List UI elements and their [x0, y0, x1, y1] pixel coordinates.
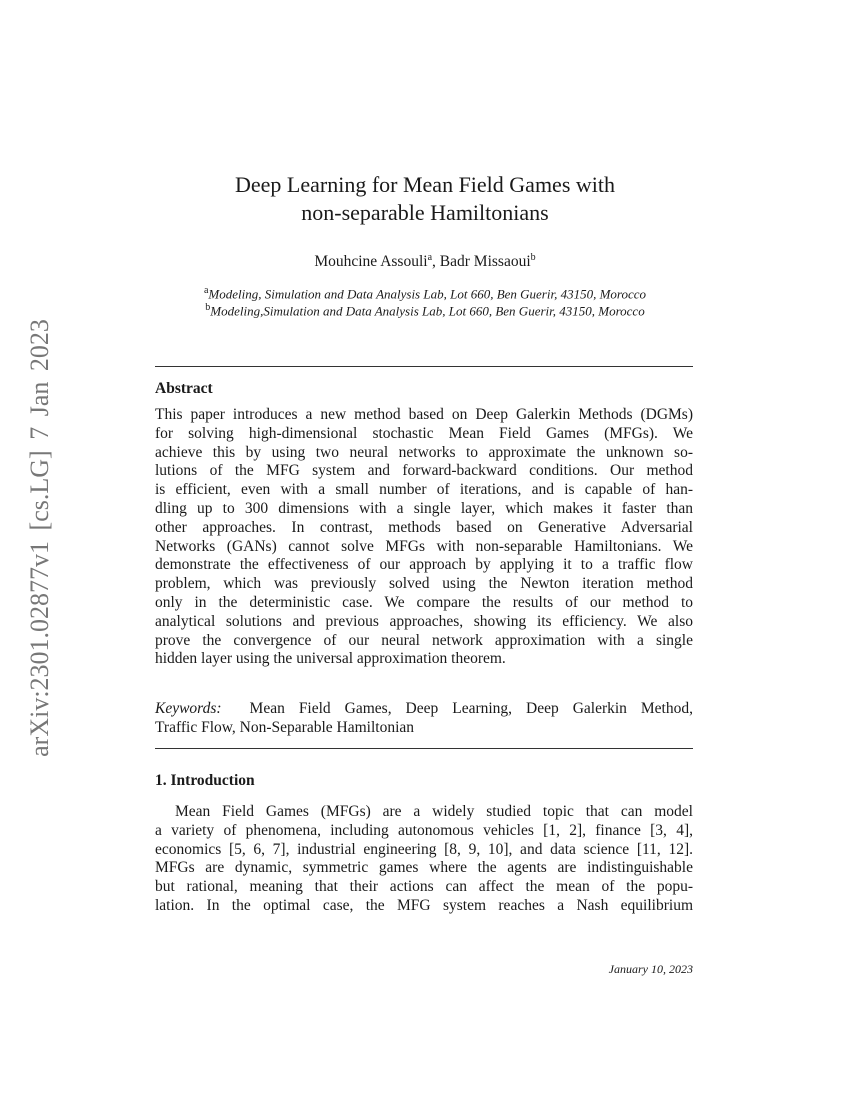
text-line: other approaches. In contrast, methods based on Generative Adversarial	[155, 518, 693, 536]
text-line: prove the convergence of our neural network approximation with a single	[155, 631, 693, 649]
author-sup: b	[530, 252, 536, 263]
affiliation-sup: b	[205, 302, 211, 313]
text-line: Networks (GANs) cannot solve MFGs with non-separable Hamiltonians. We	[155, 537, 693, 555]
text-line: dling up to 300 dimensions with a single layer, which makes it faster than	[155, 500, 693, 517]
text-line: achieve this by using two neural networks to approximate the unknown so-	[155, 443, 693, 461]
keywords-line: Traffic Flow, Non-Separable Hamiltonian	[155, 719, 415, 736]
authors: Mouhcine Assouli$^a$, Badr Missaoui$^b$	[314, 252, 536, 271]
affiliation	[0, 302, 850, 319]
text-line: a variety of phenomena, including autonomous vehicles [1, 2], finance [3, 4],	[155, 821, 693, 839]
text-line: Mean Field Games (MFGs) are a widely studied topic that can model	[175, 803, 693, 820]
author-name: Mouhcine Assouli	[314, 253, 428, 271]
text-line: hidden layer using the universal approximation theorem.	[155, 650, 506, 668]
text-line: lutions of the MFG system and forward-backward conditions. Our method	[155, 462, 693, 480]
text-line: lation. In the optimal case, the MFG system reaches a Nash equilibrium	[155, 897, 693, 914]
affiliation-text: Modeling, Simulation and Data Analysis Lab, Lot 660, Ben Guerir, 43150, Morocco	[208, 286, 647, 302]
divider	[155, 366, 693, 367]
text-line: for solving high-dimensional stochastic Mean Field Games (MFGs). We	[155, 424, 693, 442]
keywords-text: Mean Field Games, Deep Learning, Deep Galerkin Method,	[249, 700, 693, 717]
affiliation-sup: a	[203, 285, 209, 296]
text-line: economics [5, 6, 7], industrial engineering [8, 9, 10], and data science [11, 12].	[155, 840, 693, 858]
keywords-line	[155, 700, 693, 718]
affiliation-text: Modeling,Simulation and Data Analysis Lab, Lot 660, Ben Guerir, 43150, Morocco	[210, 303, 645, 319]
text-line: but rational, meaning that their actions can affect the mean of the popu-	[155, 878, 693, 896]
text-line: demonstrate the effectiveness of our approach by applying it to a traffic flow	[155, 556, 693, 574]
text-line: only in the deterministic case. We compare the results of our method to	[155, 594, 693, 611]
text-line: This paper introduces a new method based on Deep Galerkin Methods (DGMs)	[155, 406, 693, 423]
text-line: analytical solutions and previous approaches, showing its efficiency. We also	[155, 612, 693, 630]
author-name: Badr Missaoui	[439, 253, 531, 271]
paper-title-line-1: Deep Learning for Mean Field Games with	[235, 172, 615, 197]
section-heading: 1. Introduction	[155, 772, 255, 789]
divider	[155, 748, 693, 749]
arxiv-identifier: arXiv:2301.02877v1 [cs.LG] 7 Jan 2023	[25, 319, 54, 757]
affiliation	[0, 285, 850, 302]
text-line: problem, which was previously solved using the Newton iteration method	[155, 575, 693, 593]
paper-title-line-2: non-separable Hamiltonians	[301, 200, 549, 225]
keywords-label: Keywords:	[155, 700, 222, 717]
date: January 10, 2023	[608, 962, 693, 976]
abstract-heading: Abstract	[155, 380, 213, 397]
author-sup: a	[427, 252, 433, 263]
text-line: MFGs are dynamic, symmetric games where the agents are indistinguishable	[155, 859, 693, 877]
text-line: is efficient, even with a small number of iterations, and is capable of han-	[155, 481, 693, 499]
